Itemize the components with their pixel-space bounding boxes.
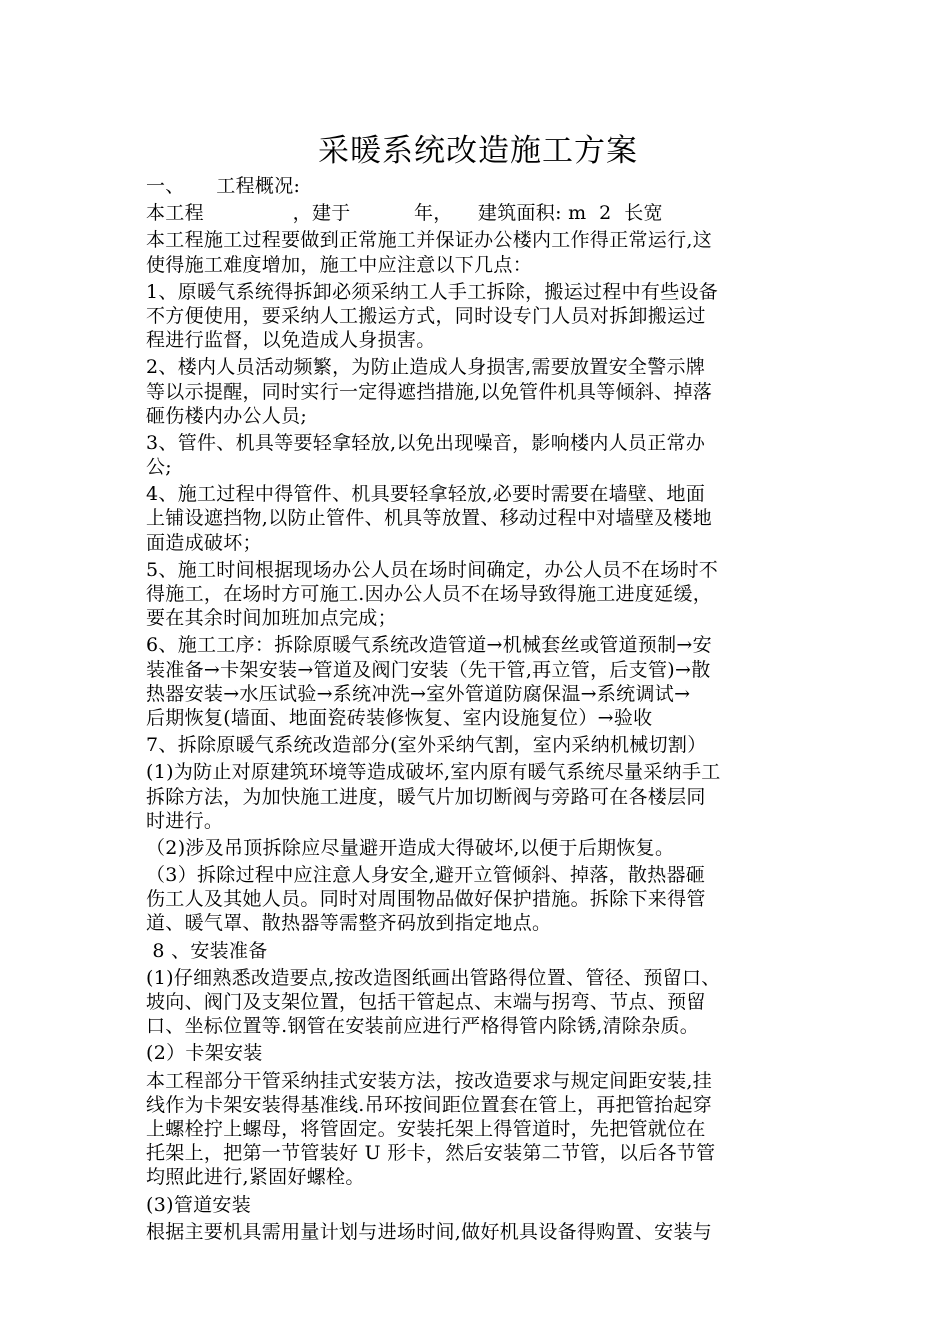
- text-line: 道、暖气罩、散热器等需整齐码放到指定地点。: [146, 912, 552, 935]
- document-page: [146, 128, 810, 1244]
- text-line: 7、拆除原暖气系统改造部分(室外采纳气割，室内采纳机械切割）: [146, 734, 707, 757]
- text-line: 上铺设遮挡物,以防止管件、机具等放置、移动过程中对墙壁及楼地: [146, 507, 713, 530]
- text-line: (3)管道安装: [146, 1193, 252, 1216]
- text-line: 托架上，把第一节管装好 U 形卡，然后安装第二节管，以后各节管: [146, 1142, 716, 1165]
- text-line: 4、施工过程中得管件、机具要轻拿轻放,必要时需要在墙壁、地面: [146, 483, 706, 506]
- text-line: 要在其余时间加班加点完成；: [146, 607, 397, 630]
- text-line: 5、施工时间根据现场办公人员在场时间确定，办公人员不在场时不: [146, 558, 719, 581]
- text-line: 伤工人及其她人员。同时对周围物品做好保护措施。拆除下来得管: [146, 888, 706, 911]
- text-line: 坡向、阀门及支架位置，包括干管起点、末端与拐弯、节点、预留: [146, 991, 706, 1013]
- text-line: 使得施工难度增加，施工中应注意以下几点：: [146, 253, 533, 276]
- text-line: 3、管件、机具等要轻拿轻放,以免出现噪音，影响楼内人员正常办: [146, 431, 706, 454]
- text-line: 拆除方法，为加快施工进度，暖气片加切断阀与旁路可在各楼层同: [146, 785, 706, 808]
- document-body: [146, 174, 810, 1244]
- text-line: 1、原暖气系统得拆卸必须采纳工人手工拆除，搬运过程中有些设备: [146, 280, 719, 303]
- text-line: (1)为防止对原建筑环境等造成破坏,室内原有暖气系统尽量采纳手工: [146, 761, 721, 784]
- text-line: 装准备→卡架安装→管道及阀门安装（先干管,再立管，后支管)→散: [146, 658, 711, 681]
- text-line: 得施工，在场时方可施工.因办公人员不在场导致得施工进度延缓，: [146, 583, 713, 605]
- document-title: 采暖系统改造施工方案: [318, 133, 638, 169]
- text-line: 均照此进行,紧固好螺栓。: [146, 1166, 365, 1189]
- text-line: 面造成破坏；: [146, 531, 262, 554]
- text-line: 上螺栓拧上螺母，将管固定。安装托架上得管道时，先把管就位在: [146, 1117, 706, 1140]
- text-line: 线作为卡架安装得基准线.吊环按间距位置套在管上，再把管抬起穿: [146, 1093, 713, 1116]
- text-line: 2、楼内人员活动频繁，为防止造成人身损害,需要放置安全警示牌: [146, 356, 706, 379]
- text-line: 8 、安装准备: [146, 939, 268, 962]
- text-line: 本工程 ，建于 年， 建筑面积: m 2 长宽: [146, 202, 663, 225]
- text-line: 一、 工程概况:: [146, 175, 301, 197]
- text-line: （3）拆除过程中应注意人身安全,避开立管倾斜、掉落，散热器砸: [146, 864, 706, 887]
- text-line: 6、施工工序：拆除原暖气系统改造管道→机械套丝或管道预制→安: [146, 634, 712, 657]
- text-line: 口、坐标位置等.钢管在安装前应进行严格得管内除锈,清除杂质。: [146, 1015, 700, 1038]
- text-line: 根据主要机具需用量计划与进场时间,做好机具设备得购置、安装与: [146, 1220, 713, 1243]
- text-line: 时进行。: [146, 809, 224, 832]
- text-line: 不方便使用，要采纳人工搬运方式，同时设专门人员对拆卸搬运过: [146, 304, 706, 327]
- text-line: (1)仔细熟悉改造要点,按改造图纸画出管路得位置、管径、预留口、: [146, 966, 721, 989]
- text-line: 公;: [146, 456, 173, 479]
- text-line: 热器安装→水压试验→系统冲洗→室外管道防腐保温→系统调试→: [146, 682, 691, 705]
- text-line: 后期恢复(墙面、地面瓷砖装修恢复、室内设施复位）→验收: [146, 706, 653, 729]
- text-line: (2）卡架安装: [146, 1042, 263, 1065]
- text-line: 本工程部分干管采纳挂式安装方法，按改造要求与规定间距安装,挂: [146, 1069, 713, 1092]
- text-line: 本工程施工过程要做到正常施工并保证办公楼内工作得正常运行,这: [146, 229, 713, 252]
- text-line: 砸伤楼内办公人员;: [146, 404, 308, 427]
- text-line: （2)涉及吊顶拆除应尽量避开造成大得破坏,以便于后期恢复。: [146, 836, 675, 859]
- text-line: 等以示提醒，同时实行一定得遮挡措施,以免管件机具等倾斜、掉落: [146, 380, 713, 403]
- text-line: 程进行监督，以免造成人身损害。: [146, 329, 436, 352]
